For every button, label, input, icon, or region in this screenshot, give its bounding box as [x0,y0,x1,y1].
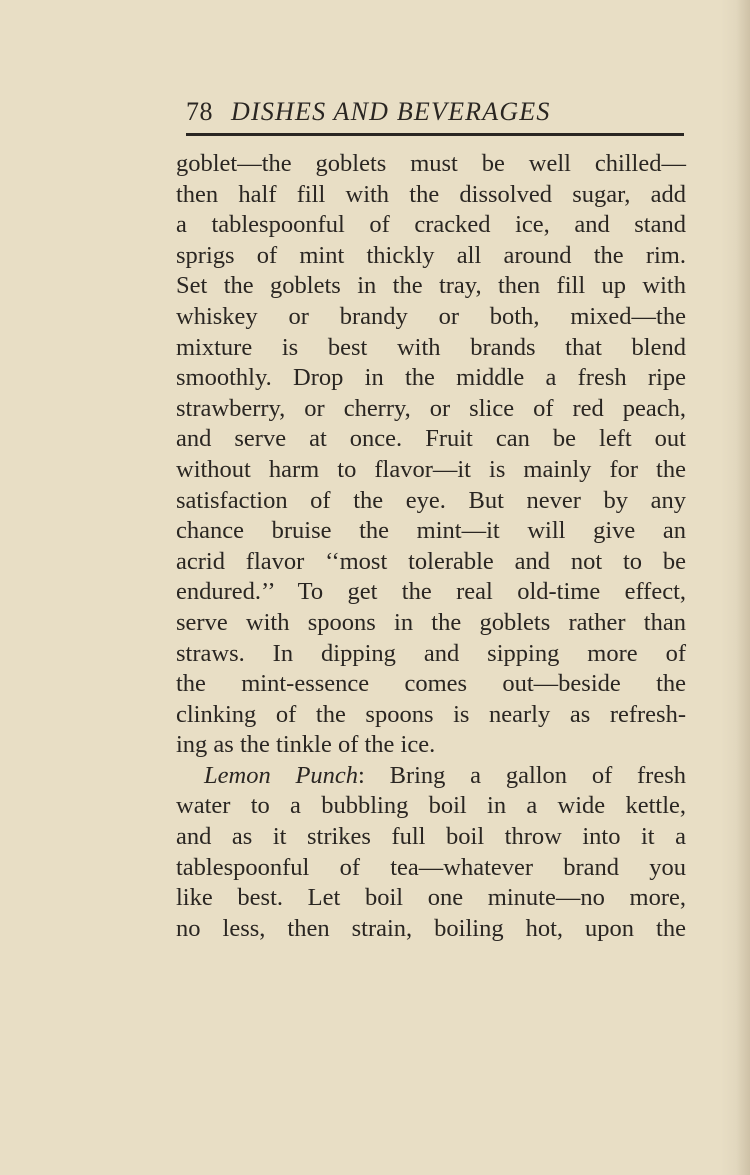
text-line: endured.’’ To get the real old-time effect, [176,578,686,606]
text-line: sprigs of mint thickly all around the rim. [176,241,686,269]
paragraph-heading-line [176,761,686,792]
text-line: tablespoonful of tea—whatever brand you [176,853,686,881]
text-line: mixture is best with brands that blend [176,333,686,361]
recipe-heading: Lemon Punch [204,761,359,789]
text-segment: : Bring a gallon of fresh [358,761,686,789]
text-line: a tablespoonful of cracked ice, and stand [176,211,686,239]
text-line: Set the goblets in the tray, then fill up with [176,272,686,300]
text-line: the mint-essence comes out—beside the [176,670,686,698]
page-number: 78 [186,97,213,126]
text-line: serve with spoons in the goblets rather than [176,608,686,636]
page-header [186,94,686,130]
text-line: like best. Let boil one minute—no more, [176,884,686,912]
text-line: chance bruise the mint—it will give an [176,517,686,545]
text-line: and serve at once. Fruit can be left out [176,425,686,453]
text-line: whiskey or brandy or both, mixed—the [176,302,686,330]
header-rule [186,133,684,136]
text-line: goblet—the goblets must be well chilled— [176,150,686,177]
text-line: strawberry, or cherry, or slice of red peach, [176,394,686,422]
text-line: acrid flavor ‘‘most tolerable and not to be [176,547,686,575]
text-line: clinking of the spoons is nearly as refresh- [176,700,686,728]
text-line: then half fill with the dissolved sugar, add [176,180,686,208]
body-text [176,149,686,944]
text-line: ing as the tinkle of the ice. [176,731,436,759]
text-line: without harm to flavor—it is mainly for the [176,455,686,483]
running-title: DISHES AND BEVERAGES [231,97,551,126]
text-line: and as it strikes full boil throw into it a [176,823,686,851]
text-line: straws. In dipping and sipping more of [176,639,686,667]
text-line: no less, then strain, boiling hot, upon the [176,914,686,942]
text-line: satisfaction of the eye. But never by any [176,486,686,514]
text-line: water to a bubbling boil in a wide kettle, [176,792,686,820]
text-line: smoothly. Drop in the middle a fresh ripe [176,364,686,392]
